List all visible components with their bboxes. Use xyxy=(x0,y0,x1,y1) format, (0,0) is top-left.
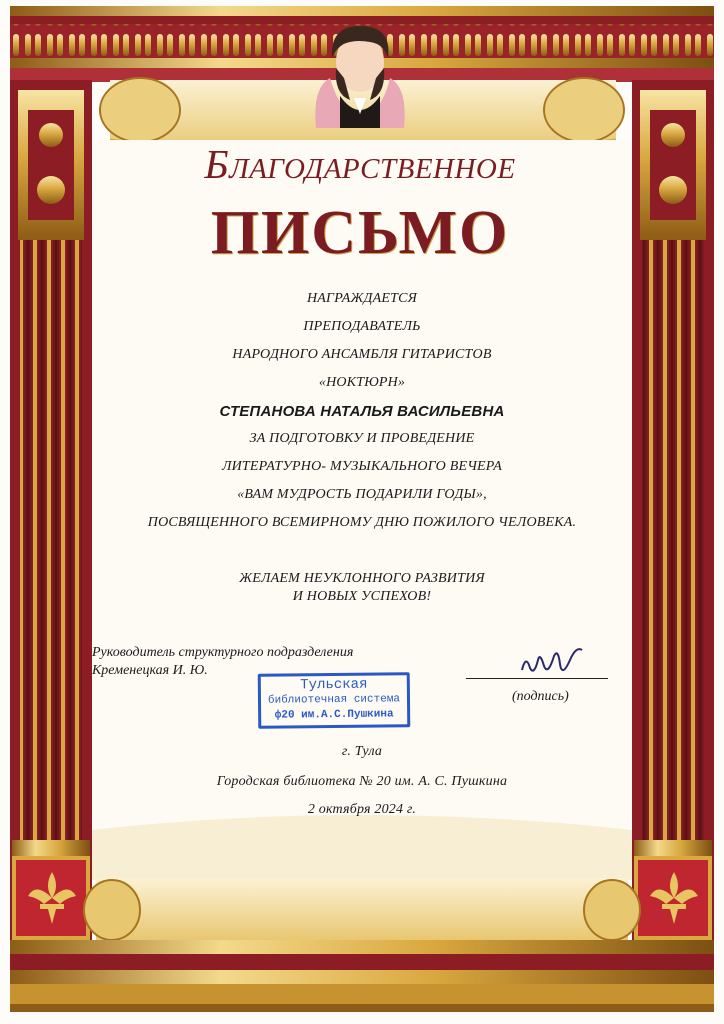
footer-date: 2 октября 2024 г. xyxy=(307,802,417,817)
recipient-name: СТЕПАНОВА НАТАЛЬЯ ВАСИЛЬЕВНА xyxy=(219,403,505,420)
award-line-1: НАГРАЖДАЕТСЯ xyxy=(306,291,418,306)
award-line-9: ПОСВЯЩЕННОГО ВСЕМИРНОМУ ДНЮ ПОЖИЛОГО ЧЕЛОВЕКА. xyxy=(147,515,577,530)
fleur-de-lis-icon xyxy=(22,868,82,928)
signer-name: Кременецкая И. Ю. xyxy=(92,663,208,678)
award-line-4: «НОКТЮРН» xyxy=(318,375,406,390)
fleur-de-lis-icon xyxy=(644,868,704,928)
award-line-8: «ВАМ МУДРОСТЬ ПОДАРИЛИ ГОДЫ», xyxy=(237,487,487,502)
stamp-line-2: библиотечная система xyxy=(267,693,401,707)
library-stamp xyxy=(258,672,411,729)
stamp-line-3: ф20 им.А.С.Пушкина xyxy=(274,708,394,722)
award-line-3: НАРОДНОГО АНСАМБЛЯ ГИТАРИСТОВ xyxy=(232,347,492,362)
award-line-2: ПРЕПОДАВАТЕЛЬ xyxy=(303,319,421,334)
footer-city: г. Тула xyxy=(341,744,383,759)
wishes-line-1: ЖЕЛАЕМ НЕУКЛОННОГО РАЗВИТИЯ xyxy=(239,571,485,586)
award-line-7: ЛИТЕРАТУРНО- МУЗЫКАЛЬНОГО ВЕЧЕРА xyxy=(221,459,503,474)
footer-library: Городская библиотека № 20 им. А. С. Пушкина xyxy=(216,774,508,789)
signature-line xyxy=(466,678,608,679)
award-line-6: ЗА ПОДГОТОВКУ И ПРОВЕДЕНИЕ xyxy=(249,431,475,446)
title-line-1: Благодарственное xyxy=(204,141,516,187)
wishes-line-2: И НОВЫХ УСПЕХОВ! xyxy=(292,589,432,604)
signature-caption: (подпись) xyxy=(512,689,569,704)
pushkin-portrait-icon xyxy=(310,18,410,128)
handwritten-signature xyxy=(518,642,588,682)
title-line-2: ПИСЬМО xyxy=(210,199,510,267)
signer-position: Руководитель структурного подразделения xyxy=(92,645,354,660)
stamp-line-1: Тульская xyxy=(300,676,368,694)
